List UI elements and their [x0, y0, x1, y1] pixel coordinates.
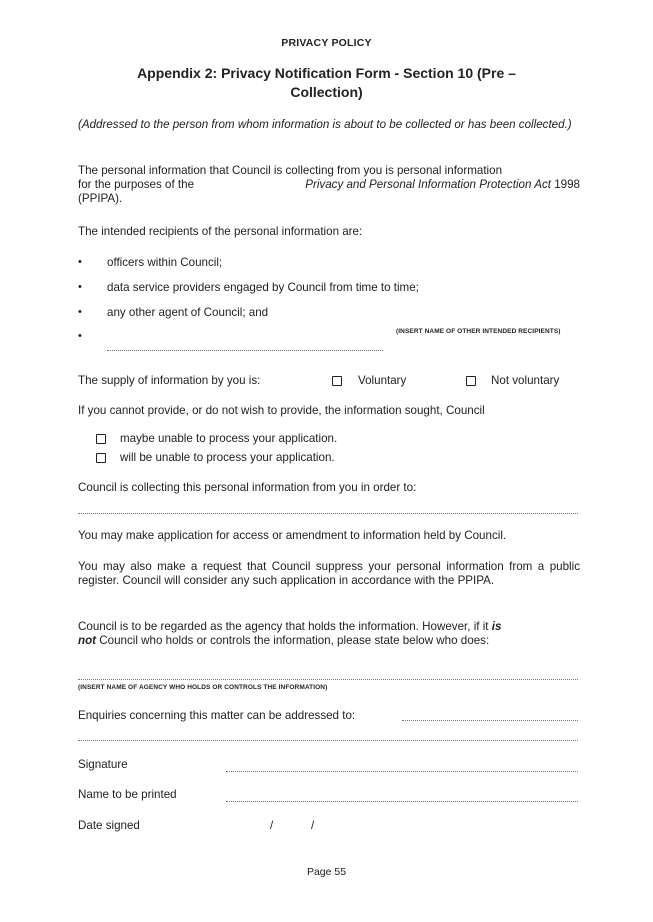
- date-separator: /: [270, 819, 274, 832]
- collection-paragraph: [78, 164, 580, 206]
- recipient-item: any other agent of Council; and: [107, 306, 269, 319]
- will-be-unable-checkbox[interactable]: [96, 449, 106, 467]
- agency-paragraph: [78, 620, 580, 648]
- signature-field[interactable]: [226, 771, 578, 772]
- act-year: 1998: [554, 178, 580, 191]
- suppress-paragraph: You may also make a request that Council suppress your personal information from a public register. Council will consider any such application in accordance with the PPIPA.: [78, 560, 580, 587]
- agency-line2-text: Council who holds or controls the information, please state below who does:: [99, 634, 490, 647]
- agency-caption: (INSERT NAME OF AGENCY WHO HOLDS OR CONTROLS THE INFORMATION): [78, 684, 328, 691]
- supply-label: The supply of information by you is:: [78, 374, 261, 387]
- name-label: Name to be printed: [78, 788, 177, 801]
- agency-field[interactable]: [78, 679, 578, 680]
- bullet-icon: •: [78, 281, 82, 293]
- date-separator: /: [311, 819, 315, 832]
- not-voluntary-label: Not voluntary: [491, 374, 560, 387]
- page-title-line2: Collection): [290, 84, 363, 100]
- purpose-label: Council is collecting this personal information from you in order to:: [78, 481, 417, 494]
- will-be-unable-label: will be unable to process your application.: [120, 451, 335, 464]
- voluntary-label: Voluntary: [358, 374, 407, 387]
- collection-line1: The personal information that Council is collecting from you is personal information: [78, 164, 503, 177]
- page-number: Page 55: [306, 866, 347, 878]
- bullet-icon: •: [78, 330, 82, 342]
- signature-label: Signature: [78, 758, 128, 771]
- collection-line2-start: for the purposes of the: [78, 178, 195, 191]
- maybe-unable-checkbox[interactable]: [96, 430, 106, 448]
- collection-line3: (PPIPA).: [78, 192, 123, 205]
- agency-line1: [78, 620, 580, 634]
- agency-line2: [78, 634, 580, 648]
- enquiries-field-extra[interactable]: [78, 740, 578, 741]
- intro-note: (Addressed to the person from whom information is about to be collected or has been collected.): [78, 118, 572, 131]
- date-label: Date signed: [78, 819, 140, 832]
- purpose-field[interactable]: [78, 513, 578, 514]
- other-recipients-caption: (INSERT NAME OF OTHER INTENDED RECIPIENTS): [396, 328, 561, 335]
- emphasis-is: is: [491, 620, 502, 633]
- emphasis-not: not: [78, 634, 97, 647]
- enquiries-field[interactable]: [402, 720, 578, 721]
- bullet-icon: •: [78, 306, 82, 318]
- collection-line2: [78, 178, 580, 192]
- other-recipients-field[interactable]: [107, 350, 383, 351]
- page-title-line1: Appendix 2: Privacy Notification Form - Section 10 (Pre –: [137, 65, 516, 81]
- enquiries-label: Enquiries concerning this matter can be addressed to:: [78, 709, 356, 722]
- running-header: PRIVACY POLICY: [281, 37, 372, 49]
- name-field[interactable]: [226, 801, 578, 802]
- cannot-provide-text: If you cannot provide, or do not wish to provide, the information sought, Council: [78, 404, 485, 417]
- agency-line1-text: Council is to be regarded as the agency that holds the information. However, if it: [78, 620, 489, 633]
- voluntary-checkbox[interactable]: [332, 372, 342, 390]
- not-voluntary-checkbox[interactable]: [466, 372, 476, 390]
- recipient-item: officers within Council;: [107, 256, 223, 269]
- page-title: [100, 64, 553, 102]
- access-paragraph: You may make application for access or amendment to information held by Council.: [78, 529, 507, 542]
- maybe-unable-label: maybe unable to process your application.: [120, 432, 338, 445]
- recipients-intro: The intended recipients of the personal information are:: [78, 225, 363, 238]
- recipient-item: data service providers engaged by Council from time to time;: [107, 281, 419, 294]
- act-name: Privacy and Personal Information Protection Act: [305, 178, 551, 191]
- bullet-icon: •: [78, 256, 82, 268]
